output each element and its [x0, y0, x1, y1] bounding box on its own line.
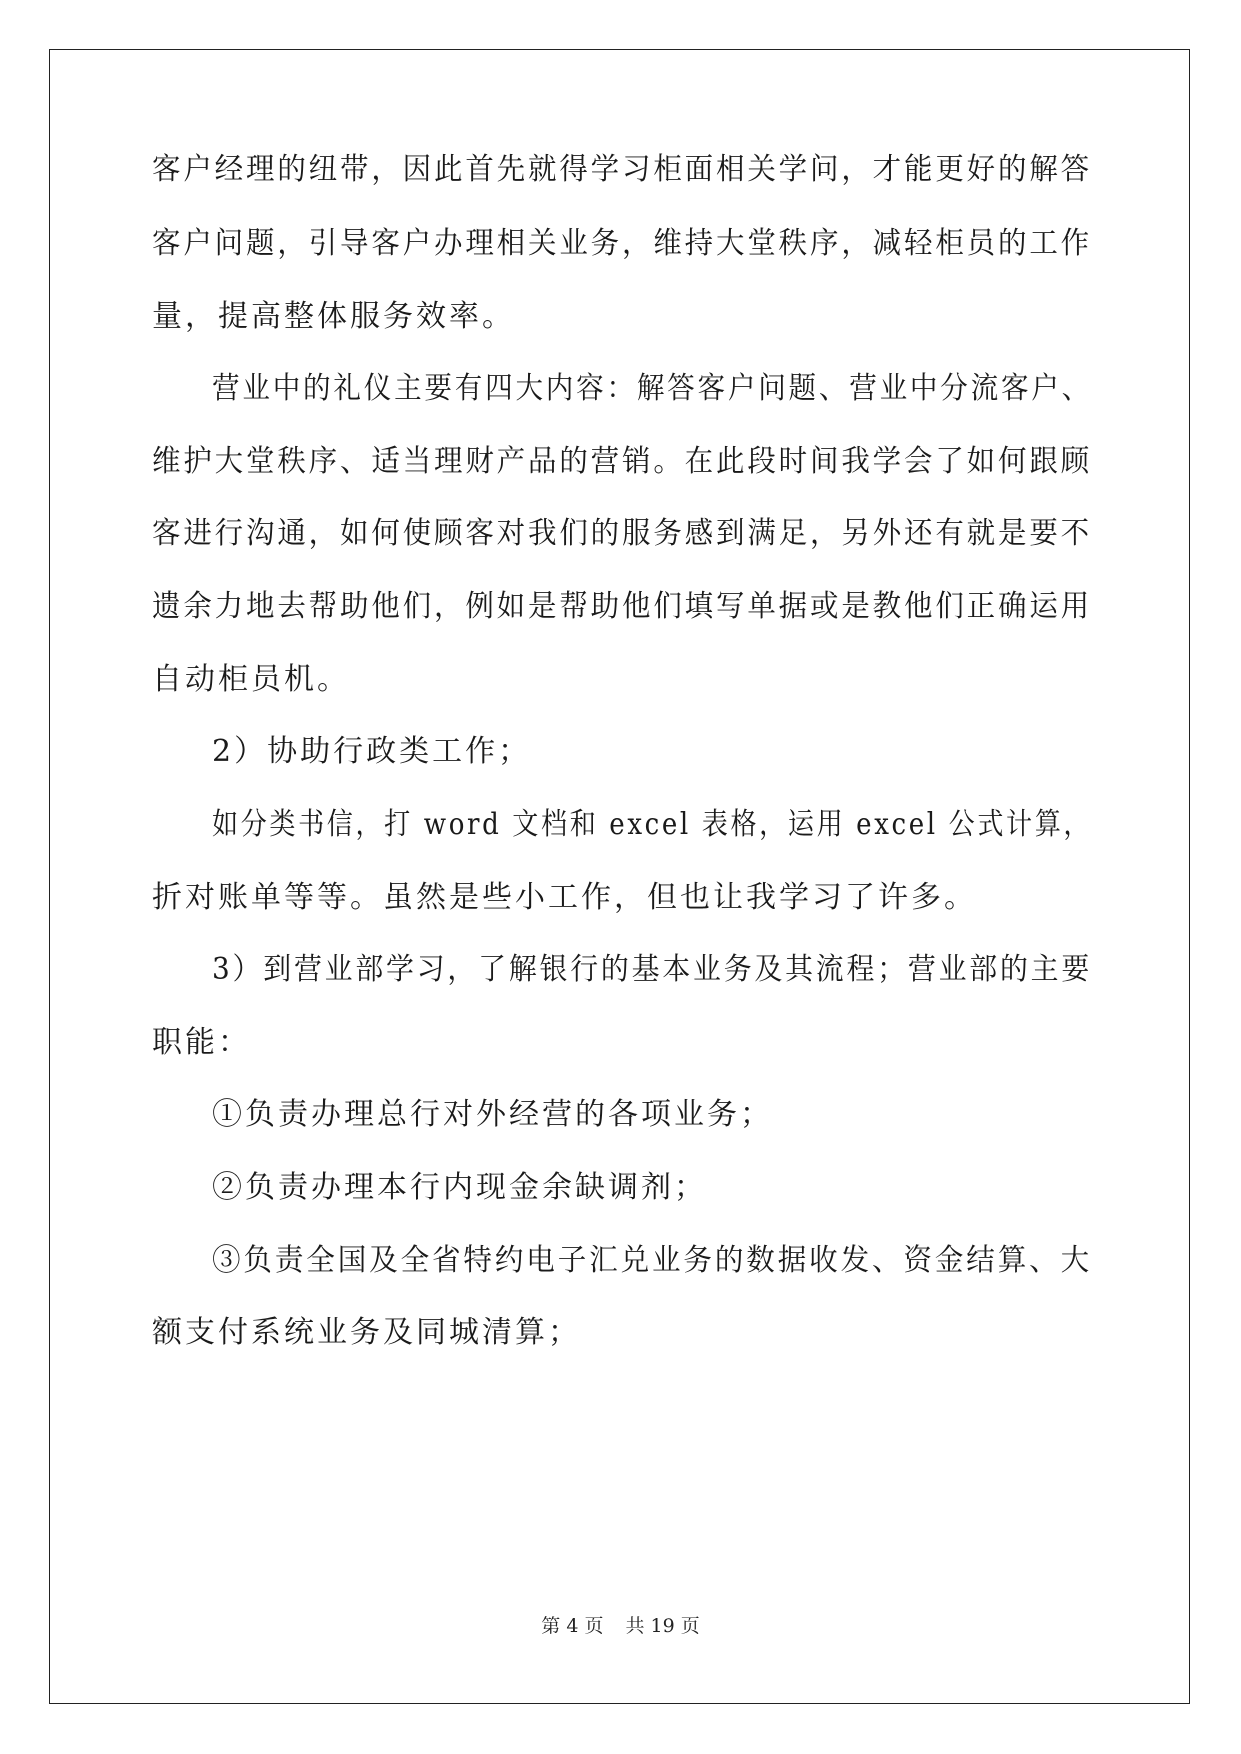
body-line: 客进行沟通，如何使顾客对我们的服务感到满足，另外还有就是要不: [152, 516, 1092, 551]
body-line: 折对账单等等。虽然是些小工作，但也让我学习了许多。: [152, 880, 977, 915]
body-line: 维护大堂秩序、适当理财产品的营销。在此段时间我学会了如何跟顾: [152, 444, 1092, 479]
paragraph-first-line: 如分类书信，打 word 文档和 excel 表格，运用 excel 公式计算，: [212, 807, 1093, 842]
list-item: ②负责办理本行内现金余缺调剂；: [212, 1170, 707, 1205]
paragraph-first-line: 3）到营业部学习，了解银行的基本业务及其流程；营业部的主要: [212, 952, 1093, 987]
body-line: 遗余力地去帮助他们，例如是帮助他们填写单据或是教他们正确运用: [152, 589, 1092, 624]
body-line: 客户经理的纽带，因此首先就得学习柜面相关学问，才能更好的解答: [152, 152, 1092, 187]
page-footer: [0, 1611, 1241, 1638]
body-line: 客户问题，引导客户办理相关业务，维持大堂秩序，减轻柜员的工作: [152, 226, 1092, 261]
paragraph-first-line: 2）协助行政类工作；: [212, 734, 532, 769]
body-line: 额支付系统业务及同城清算；: [152, 1315, 581, 1350]
list-item: ①负责办理总行对外经营的各项业务；: [212, 1097, 773, 1132]
body-line: 自动柜员机。: [152, 662, 350, 697]
list-item: ③负责全国及全省特约电子汇兑业务的数据收发、资金结算、大: [212, 1243, 1092, 1278]
body-line: 职能：: [152, 1025, 251, 1060]
page-total: 共 19 页: [625, 1615, 700, 1637]
page-number: 第 4 页: [541, 1615, 604, 1637]
paragraph-first-line: 营业中的礼仪主要有四大内容：解答客户问题、营业中分流客户、: [212, 371, 1092, 406]
body-line: 量，提高整体服务效率。: [152, 299, 515, 334]
